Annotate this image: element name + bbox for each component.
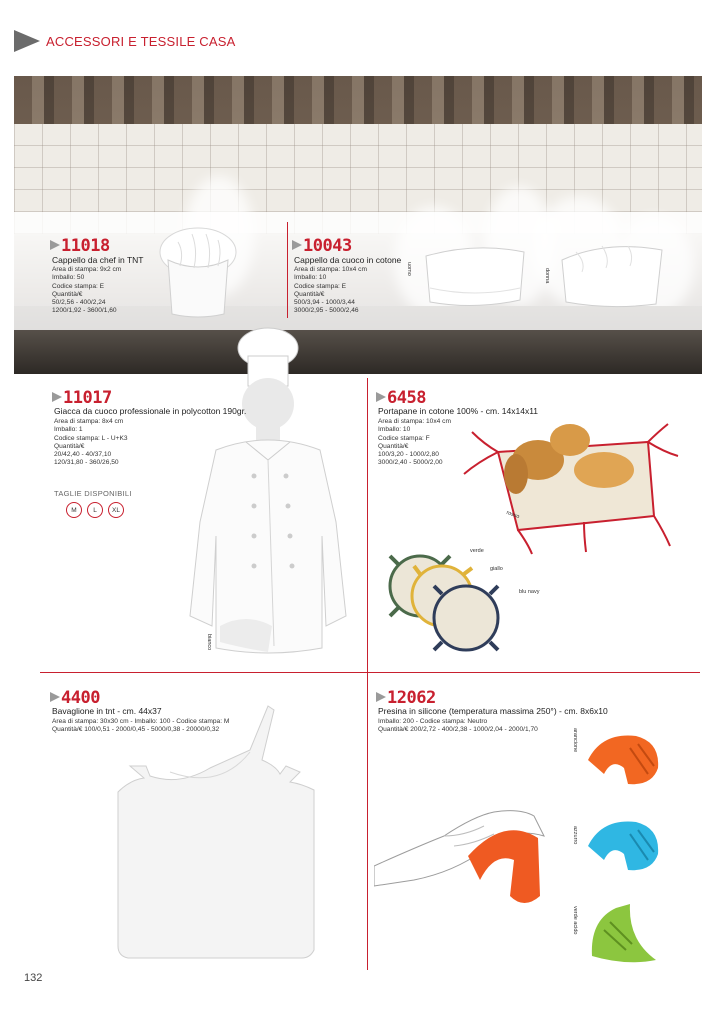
divider xyxy=(287,222,288,318)
header-triangle-icon xyxy=(14,30,40,52)
product-info: Area di stampa: 10x4 cm Imballo: 10 Codice stampa: E Quantità/€ 500/3,94 - 1000/3,44 3000/2,95 - 5000/2,46 xyxy=(294,266,367,315)
product-info: Area di stampa: 30x30 cm - Imballo: 100 - Codice stampa: M Quantità/€ 100/0,51 - 2000/0,45 - 5000/0,38 - 20000/0,32 xyxy=(52,718,230,734)
product-code: 10043 xyxy=(292,236,352,256)
product-title: Presina in silicone (temperatura massima 250°) - cm. 8x6x10 xyxy=(378,706,608,716)
product-code: 11017 xyxy=(52,388,112,408)
product-info: Area di stampa: 9x2 cm Imballo: 50 Codice stampa: E Quantità/€ 50/2,56 - 400/2,24 1200/1,92 - 3600/1,60 xyxy=(52,266,122,315)
code-marker-icon xyxy=(376,692,386,702)
variant-label: verde xyxy=(470,548,484,554)
color-label: rosso xyxy=(505,509,521,521)
kitchen-hood xyxy=(14,76,702,124)
variant-label: uomo xyxy=(406,262,412,276)
product-title: Cappello da cuoco in cotone xyxy=(294,255,402,265)
cook-hat-man-image xyxy=(420,240,530,312)
code-marker-icon xyxy=(50,692,60,702)
product-code: 12062 xyxy=(376,688,436,708)
product-info: Imballo: 200 - Codice stampa: Neutro Quantità/€ 200/2,72 - 400/2,38 - 1000/2,04 - 2000/1,70 xyxy=(378,718,538,734)
variant-label: azzurro xyxy=(572,826,578,845)
page-number: 132 xyxy=(24,972,43,984)
variant-label: blu navy xyxy=(519,589,540,595)
product-title: Portapane in cotone 100% - cm. 14x14x11 xyxy=(378,406,539,416)
product-title: Cappello da chef in TNT xyxy=(52,255,144,265)
chef-hat-image xyxy=(158,222,238,322)
code-marker-icon xyxy=(50,240,60,250)
chef-jacket-image xyxy=(176,326,366,666)
hand-with-pot-holder-image xyxy=(374,776,554,912)
bread-basket-variants-image xyxy=(380,538,520,662)
product-code: 11018 xyxy=(50,236,110,256)
sizes-title: TAGLIE DISPONIBILI xyxy=(54,489,132,498)
color-label: bianco xyxy=(206,634,212,651)
product-code: 4400 xyxy=(50,688,100,708)
size-badge-xl: XL xyxy=(108,502,124,518)
variant-label: verde acido xyxy=(572,906,578,935)
size-badge-l: L xyxy=(87,502,103,518)
variant-label: arancione xyxy=(572,728,578,753)
product-code: 6458 xyxy=(376,388,426,408)
product-info: Area di stampa: 8x4 cm Imballo: 1 Codice stampa: L - U+K3 Quantità/€ 20/42,40 - 40/37,10 120/31,80 - 360/26,50 xyxy=(54,418,128,467)
product-title: Giacca da cuoco professionale in polycotton 190gr. xyxy=(54,406,247,416)
variant-label: giallo xyxy=(490,566,503,572)
product-title: Bavaglione in tnt - cm. 44x37 xyxy=(52,706,162,716)
bread-basket-image xyxy=(458,412,680,558)
cook-hat-woman-image xyxy=(556,238,668,314)
size-badge-m: M xyxy=(66,502,82,518)
code-marker-icon xyxy=(52,392,62,402)
variant-label: donna xyxy=(544,268,550,284)
pot-holder-green-image xyxy=(586,900,662,966)
divider xyxy=(367,378,368,970)
bib-image xyxy=(110,700,340,962)
section-title: ACCESSORI E TESSILE CASA xyxy=(46,34,236,49)
code-marker-icon xyxy=(292,240,302,250)
pot-holder-blue-image xyxy=(582,816,662,874)
pot-holder-orange-image xyxy=(582,730,662,788)
code-marker-icon xyxy=(376,392,386,402)
divider xyxy=(40,672,700,673)
product-info: Area di stampa: 10x4 cm Imballo: 10 Codice stampa: F Quantità/€ 100/3,20 - 1000/2,80 3000/2,40 - 5000/2,00 xyxy=(378,418,451,467)
